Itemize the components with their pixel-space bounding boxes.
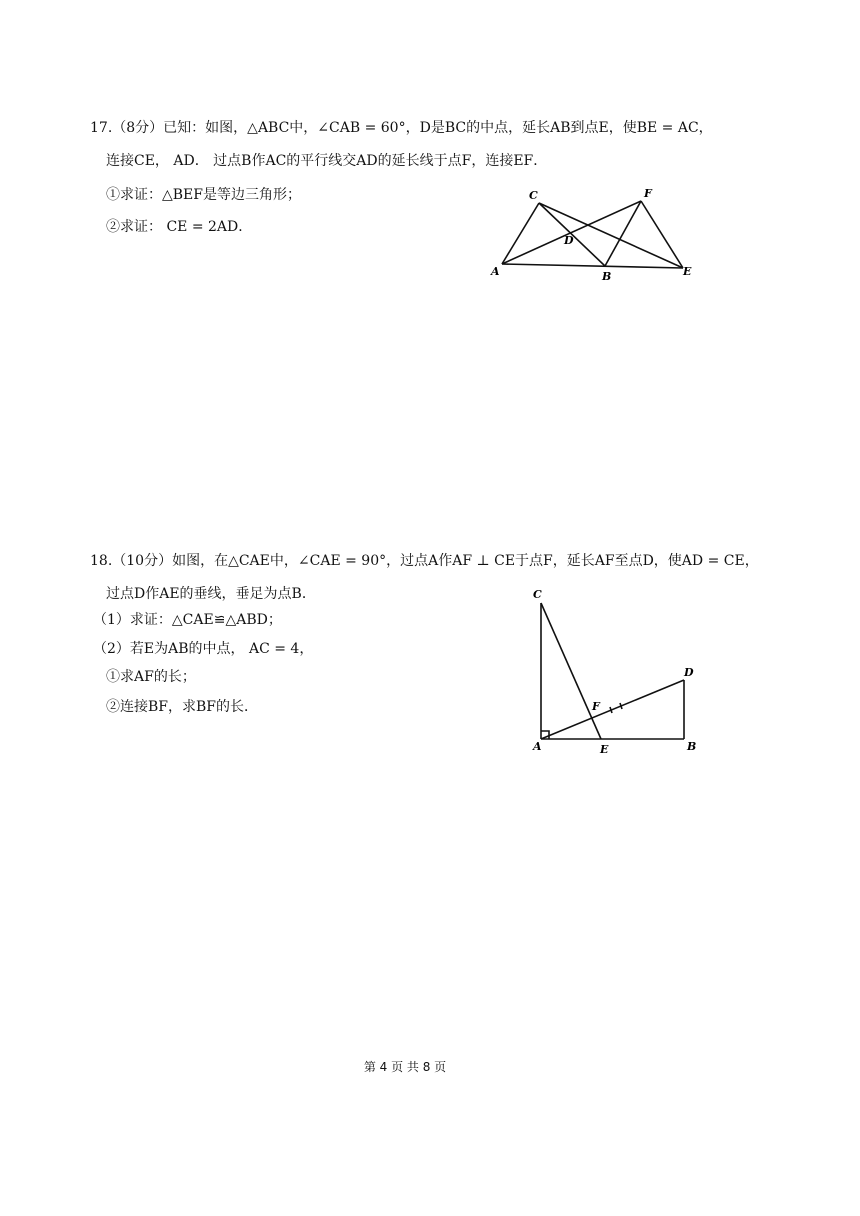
q18-tick-2 [620, 703, 622, 709]
q18-seg-AD [541, 680, 684, 739]
q17-part-2: ②求证： CE = 2AD． [106, 219, 253, 235]
q17-label-D: D [564, 234, 574, 247]
q18-label-A: A [533, 740, 542, 753]
q18-tick-1 [610, 707, 612, 713]
q18-label-E: E [600, 743, 609, 756]
q18-label-C: C [533, 588, 542, 601]
page-footer: 第 4 页 共 8 页 [363, 1060, 447, 1074]
q17-label-B: B [602, 270, 612, 283]
q18-part-2: （2）若E为AB的中点， AC = 4， [93, 641, 314, 657]
q17-label-E: E [683, 265, 692, 278]
q18-line-1: 18.（10分）如图，在△CAE中，∠CAE = 90°，过点A作AF ⊥ CE于点F，延长AF至点D，使AD = CE， [90, 553, 759, 569]
q18-part-1: （1）求证：△CAE≌△ABD； [93, 612, 282, 628]
q18-label-F: F [592, 700, 600, 713]
q18-label-D: D [684, 666, 694, 679]
q17-label-F: F [644, 187, 652, 200]
q18-part-2-2: ②连接BF，求BF的长． [106, 699, 259, 715]
q17-part-1: ①求证：△BEF是等边三角形； [106, 187, 301, 203]
q17-line-2: 连接CE， AD． 过点B作AC的平行线交AD的延长线于点F，连接EF． [106, 153, 548, 169]
q18-line-2: 过点D作AE的垂线，垂足为点B． [106, 586, 316, 602]
q17-label-A: A [491, 265, 500, 278]
q17-line-1: 17.（8分）已知：如图，△ABC中，∠CAB = 60°，D是BC的中点，延长AB到点E，使BE = AC， [90, 120, 713, 136]
q18-part-2-1: ①求AF的长； [106, 669, 196, 685]
q17-label-C: C [529, 189, 538, 202]
q18-label-B: B [687, 740, 697, 753]
